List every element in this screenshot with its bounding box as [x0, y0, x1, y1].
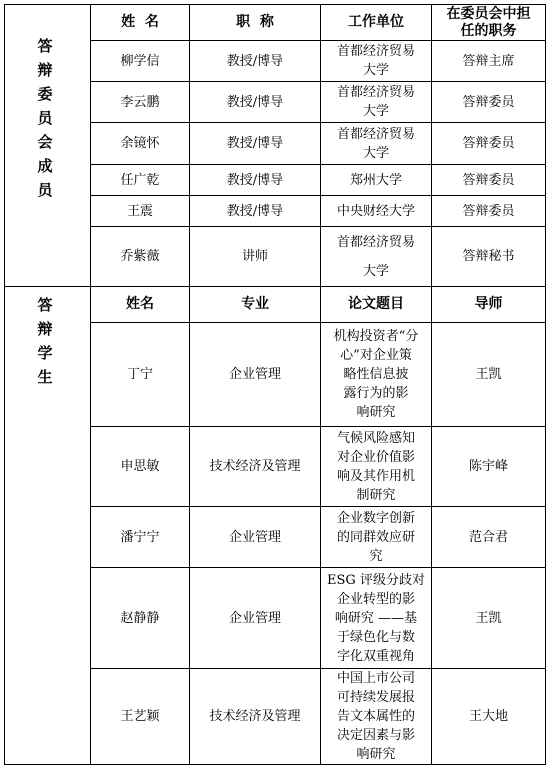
committee-header-role-line: 在委员会中担: [446, 5, 531, 22]
student-name: 丁宁: [126, 367, 153, 382]
committee-member-title: 教授/博导: [226, 203, 284, 219]
student-name: 赵静静: [120, 610, 160, 626]
committee-member-name: 王震: [126, 203, 153, 219]
thesis-line: 决定因素与影: [336, 728, 415, 743]
student-major: 技术经济及管理: [209, 709, 301, 724]
committee-header-name: 姓 名: [121, 14, 159, 30]
thesis-line: 可持续发展报: [336, 690, 415, 705]
unit-line: 首都经济贸易: [336, 234, 415, 250]
committee-header-title: 职 称: [236, 14, 274, 30]
thesis-line: 制研究: [356, 487, 396, 503]
committee-member-name: 任广乾: [120, 172, 160, 188]
student-name: 潘宁宁: [120, 529, 160, 545]
table-border-left: [4, 4, 5, 765]
student-advisor: 王凯: [475, 367, 502, 382]
student-thesis: [321, 427, 431, 506]
committee-member-name: 柳学信: [120, 53, 160, 69]
student-major: 企业管理: [228, 367, 281, 382]
committee-member-title: 讲师: [241, 249, 268, 264]
table-border-bottom: [4, 764, 546, 765]
unit-line: 大学: [362, 263, 389, 279]
committee-member-title: 教授/博导: [226, 53, 284, 69]
thesis-line: 露行为的影: [343, 386, 409, 401]
unit-line: 大学: [362, 145, 389, 161]
students-header-advisor: 导师: [474, 296, 503, 312]
thesis-line: 气候风险感知: [336, 430, 415, 446]
committee-member-unit: 中央财经大学: [336, 203, 415, 219]
student-thesis: [321, 507, 431, 567]
student-thesis: [321, 669, 431, 764]
committee-member-unit: 郑州大学: [349, 172, 402, 188]
student-major: 企业管理: [228, 610, 281, 626]
thesis-line: 响研究: [356, 405, 396, 420]
committee-member-name: 乔紫薇: [120, 249, 160, 264]
unit-line: 首都经济贸易: [336, 44, 415, 59]
committee-label-char: 成: [37, 157, 53, 175]
thesis-line: 告文本属性的: [336, 709, 415, 724]
students-label-char: 学: [37, 344, 53, 362]
student-advisor: 王大地: [468, 709, 508, 724]
unit-line: 大学: [362, 63, 389, 78]
thesis-line: 略性信息披: [343, 367, 409, 382]
student-advisor: 王凯: [475, 610, 502, 626]
thesis-line: 于绿色化与数: [336, 629, 415, 645]
student-name: 王艺颖: [120, 709, 160, 724]
committee-member-title: 教授/博导: [226, 136, 284, 151]
unit-line: 大学: [362, 104, 389, 119]
table-border-right: [545, 4, 546, 765]
committee-member-name: 李云鹏: [120, 94, 160, 110]
committee-header-role: [432, 5, 545, 40]
students-label-char: 辩: [37, 320, 53, 338]
committee-member-name: 余镜怀: [120, 136, 160, 151]
committee-section-label: [25, 34, 65, 202]
thesis-line: 心”对企业策: [340, 348, 412, 363]
unit-line: 首都经济贸易: [336, 126, 415, 142]
thesis-line: 企业转型的影: [336, 591, 415, 607]
students-section-label: [25, 293, 65, 389]
student-thesis: [321, 323, 431, 426]
student-thesis: [321, 568, 431, 668]
committee-member-role: 答辩主席: [462, 53, 515, 69]
thesis-line: 响研究 ——基: [334, 610, 418, 626]
thesis-line: 响研究: [356, 747, 396, 762]
thesis-line: 企业数字创新: [336, 510, 415, 526]
committee-member-role: 答辩委员: [462, 136, 515, 151]
student-major: 企业管理: [228, 529, 281, 545]
thesis-line: 响及其作用机: [336, 468, 415, 484]
students-header-name: 姓名: [126, 296, 154, 312]
committee-member-title: 教授/博导: [226, 94, 284, 110]
committee-header-role-line: 任的职务: [460, 22, 517, 39]
committee-member-role: 答辩委员: [462, 172, 515, 188]
committee-label-char: 辩: [37, 61, 53, 79]
committee-member-role: 答辩秘书: [462, 249, 515, 264]
student-advisor: 范合君: [468, 529, 508, 545]
committee-member-unit: [321, 82, 431, 122]
thesis-line: 对企业价值影: [336, 449, 415, 465]
students-label-char: 答: [37, 296, 53, 314]
student-name: 申思敏: [120, 459, 160, 474]
students-label-char: 生: [37, 368, 53, 386]
committee-label-char: 员: [37, 181, 53, 199]
thesis-line: 机构投资者“分: [333, 329, 419, 344]
thesis-line: 的同群效应研: [336, 529, 415, 545]
committee-member-unit: [321, 123, 431, 164]
student-advisor: 陈宇峰: [468, 459, 508, 474]
student-major: 技术经济及管理: [209, 459, 301, 474]
thesis-line: 中国上市公司: [336, 671, 415, 686]
committee-member-role: 答辩委员: [462, 94, 515, 110]
committee-label-char: 员: [37, 109, 53, 127]
unit-line: 首都经济贸易: [336, 85, 415, 100]
committee-label-char: 委: [37, 85, 53, 103]
committee-member-unit: [321, 41, 431, 81]
students-header-major: 专业: [241, 296, 269, 312]
committee-member-unit: [321, 227, 431, 286]
committee-label-char: 答: [37, 37, 53, 55]
thesis-line: 究: [369, 548, 383, 564]
committee-header-unit: 工作单位: [348, 14, 404, 30]
committee-member-title: 教授/博导: [226, 172, 284, 188]
committee-member-role: 答辩委员: [462, 203, 515, 219]
committee-label-char: 会: [37, 133, 53, 151]
students-header-thesis: 论文题目: [348, 296, 404, 312]
thesis-line: ESG 评级分歧对: [327, 572, 425, 588]
thesis-line: 字化双重视角: [336, 648, 415, 664]
